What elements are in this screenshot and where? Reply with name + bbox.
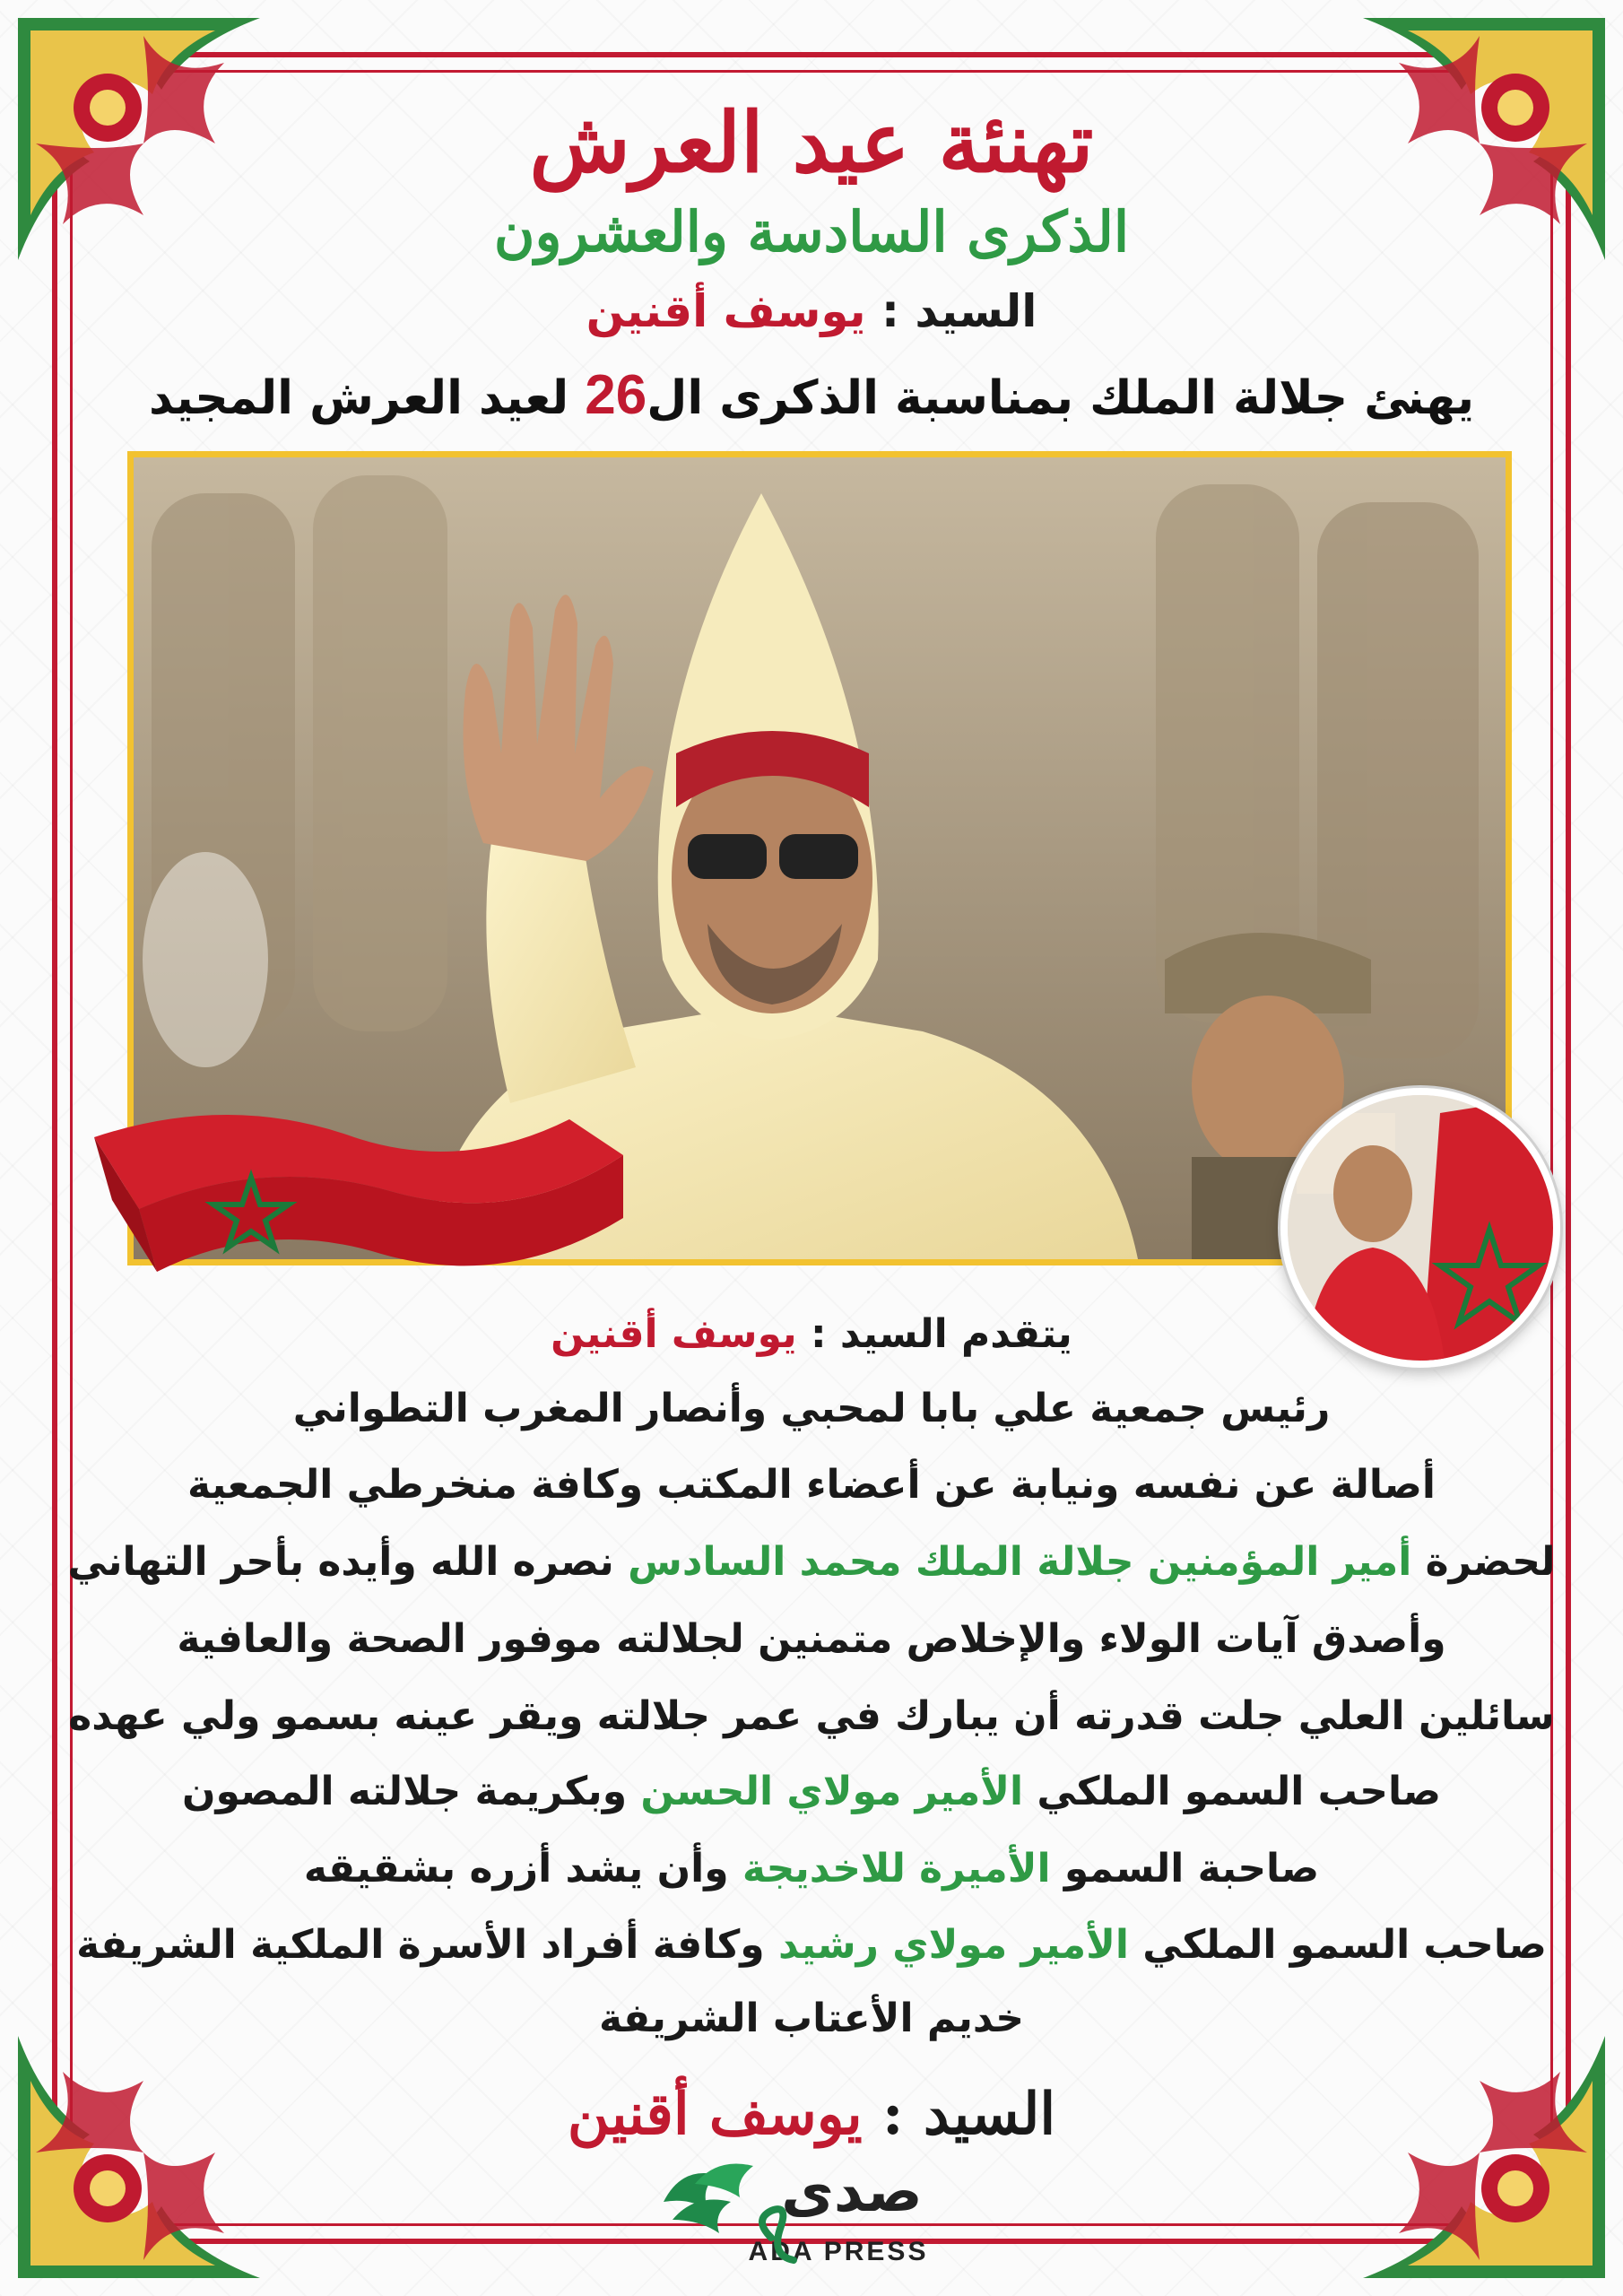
body-line-7-b: الأمير مولاي الحسن xyxy=(640,1769,1024,1814)
sender-prefix: السيد : xyxy=(881,285,1037,337)
body-line-8-b: الأميرة للاخديجة xyxy=(742,1846,1051,1892)
logo-latin: ADA PRESS xyxy=(748,2237,929,2266)
congrats-text-after: لعيد العرش المجيد xyxy=(149,371,569,425)
body-line-1-prefix: يتقدم السيد : xyxy=(811,1311,1072,1357)
sada-press-logo-icon xyxy=(646,2148,977,2274)
body-line-6: سائلين العلي جلت قدرته أن يبارك في عمر جلالته ويقر عينه بسمو ولي عهده xyxy=(68,1693,1555,1739)
signature xyxy=(0,2081,1623,2148)
body-line-4-c: نصره الله وأيده بأحر التهاني xyxy=(67,1539,614,1585)
body-line-7 xyxy=(0,1769,1623,1814)
signature-prefix: السيد : xyxy=(881,2081,1056,2148)
body-line-1-name: يوسف أقنين xyxy=(551,1311,797,1357)
body-line-5: وأصدق آيات الولاء والإخلاص متمنين لجلالته موفور الصحة والعافية xyxy=(177,1616,1446,1662)
body-line-4-b: أمير المؤمنين جلالة الملك محمد السادس xyxy=(628,1539,1412,1585)
card-subtitle: الذكرى السادسة والعشرون xyxy=(493,199,1130,265)
ornament-corner-icon xyxy=(1354,2027,1614,2287)
moroccan-flag-ribbon-icon xyxy=(85,1083,641,1317)
body-line-1 xyxy=(0,1311,1623,1357)
sender-name: يوسف أقنين xyxy=(586,285,866,337)
signature-name: يوسف أقنين xyxy=(567,2081,863,2148)
body-line-9-c: وكافة أفراد الأسرة الملكية الشريفة xyxy=(76,1922,765,1968)
card-title: تهنئة عيد العرش xyxy=(529,94,1094,191)
body-line-9 xyxy=(0,1922,1623,1968)
body-line-4-a: لحضرة xyxy=(1425,1539,1556,1585)
body-line-8-c: وأن يشد أزره بشقيقه xyxy=(303,1846,729,1892)
congrats-text-before: يهنئ جلالة الملك بمناسبة الذكرى ال xyxy=(647,371,1474,425)
ornament-corner-icon xyxy=(9,2027,269,2287)
body-line-4 xyxy=(0,1539,1623,1585)
anniversary-number: 26 xyxy=(585,364,647,426)
body-line-9-a: صاحب السمو الملكي xyxy=(1142,1922,1547,1968)
body-line-9-b: الأمير مولاي رشيد xyxy=(777,1922,1129,1968)
body-line-7-a: صاحب السمو الملكي xyxy=(1037,1769,1441,1814)
logo-arabic: صدى xyxy=(781,2159,923,2225)
sender-line xyxy=(0,285,1623,337)
body-line-2: رئيس جمعية علي بابا لمحبي وأنصار المغرب التطواني xyxy=(292,1386,1331,1431)
body-line-7-c: وبكريمة جلالته المصون xyxy=(182,1769,628,1814)
body-line-8-a: صاحبة السمو xyxy=(1063,1846,1320,1892)
body-line-8 xyxy=(0,1846,1623,1892)
body-line-3: أصالة عن نفسه ونيابة عن أعضاء المكتب وكافة منخرطي الجمعية xyxy=(187,1462,1436,1508)
congrats-line xyxy=(0,363,1623,427)
body-line-10: خديم الأعتاب الشريفة xyxy=(598,1996,1024,2041)
